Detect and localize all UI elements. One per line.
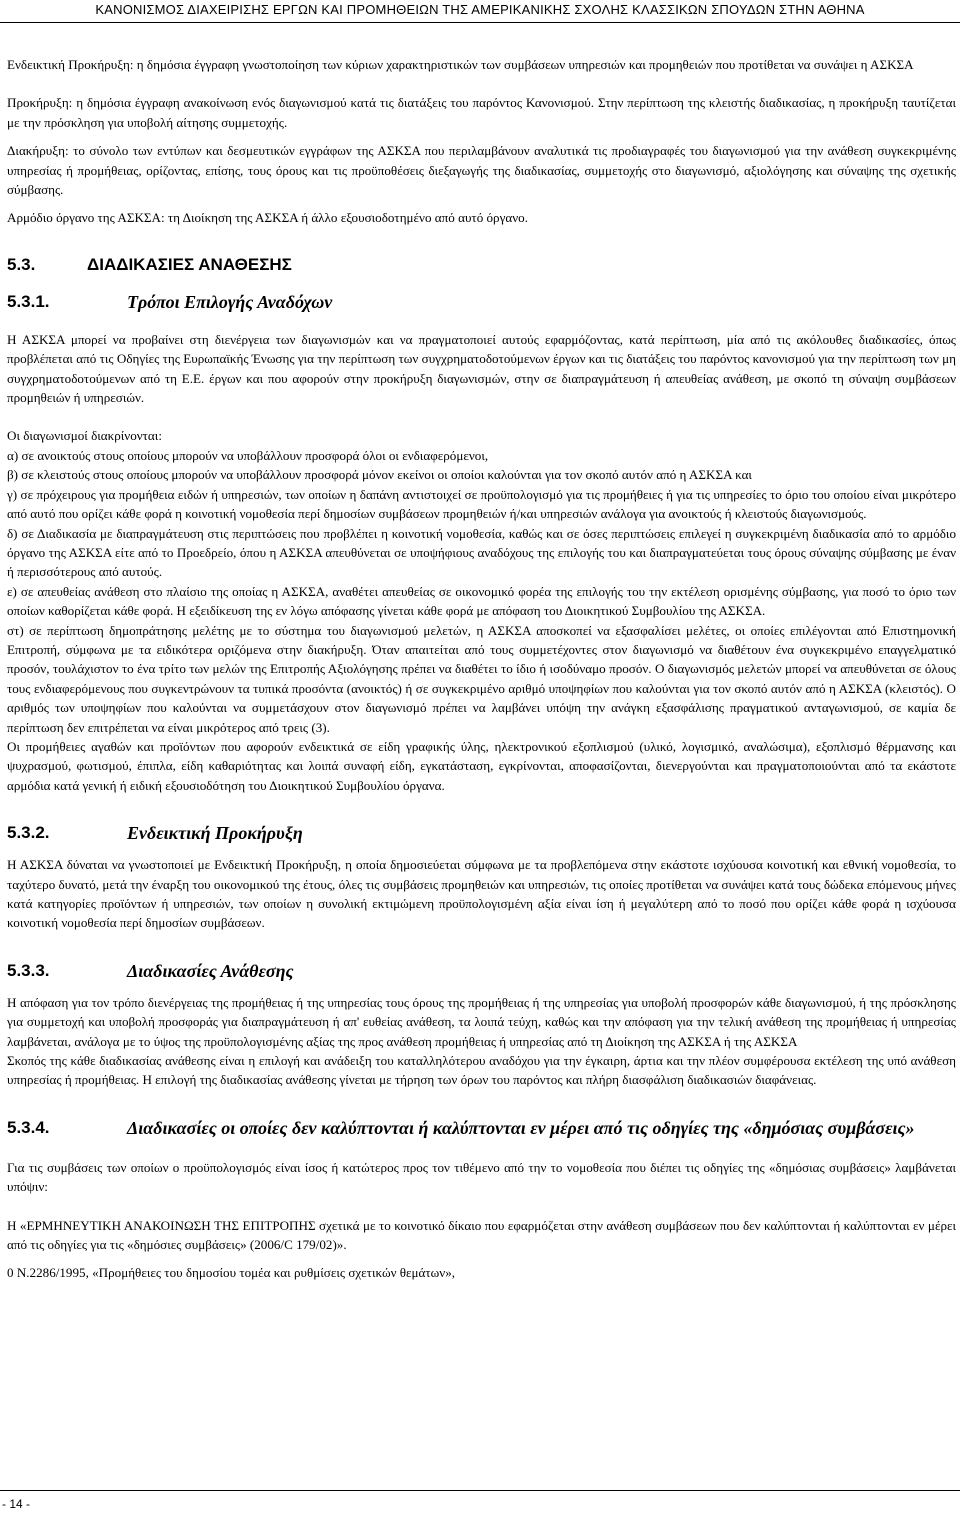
definition-indicative-notice: Ενδεικτική Προκήρυξη: η δημόσια έγγραφη γνωστοποίηση των κύριων χαρακτηριστικών των συμβάσεων υπηρεσιών και προμηθειών που προτίθεται να συνάψει η ΑΣΚΣΑ — [7, 57, 914, 72]
section-heading-5-3-2 — [7, 821, 956, 845]
list-item-b: β) σε κλειστούς στους οποίους μπορούν να υποβάλλουν προσφορά μόνον εκείνοι οι οποίοι καλούνται για τον σκοπό αυτόν από η ΑΣΚΣΑ και — [7, 467, 752, 483]
section-heading-5-3 — [7, 254, 956, 276]
section-number: 5.3.1. — [7, 291, 50, 311]
section-heading-5-3-3 — [7, 959, 956, 983]
definition-tender-declaration: Διακήρυξη: το σύνολο των εντύπων και δεσμευτικών εγγράφων της ΑΣΚΣΑ που περιλαμβάνουν αναλυτικά τις προδιαγραφές του διαγωνισμού για την ανάθεση συγκεκριμένης υπηρεσίας ή προμήθειας, ορίζοντας, επίσης, τους όρους και τις προϋποθέσεις διεξαγωγής της διαδικασίας, συμμετοχής στο διαγωνισμό, αξιολόγησης και σύναψης της σχετικής σύμβασης. — [7, 143, 956, 198]
list-item-c: γ) σε πρόχειρους για προμήθεια ειδών ή υπηρεσιών, των οποίων η δαπάνη αντιστοιχεί σε προϋπολογισμό για τις προμήθειες ή για τις υπηρεσίες το όριο του οποίου είναι μικρότερο από αυτό που ορίζει κάθε φορά η κοινοτική νομοθεσία περί δημοσίων συμβάσεων προμηθειών ή/και υπηρεσιών ανάλογα για ανοικτούς ή κλειστούς διαγωνισμούς. — [7, 486, 956, 522]
definition-competent-body: Αρμόδιο όργανο της ΑΣΚΣΑ: τη Διοίκηση της ΑΣΚΣΑ ή άλλο εξουσιοδοτημένο από αυτό όργανο. — [7, 210, 528, 226]
paragraph-body: Για τις συμβάσεις των οποίων ο προϋπολογισμός είναι ίσος ή κατώτερος προς τον τιθέμενο από την το νομοθεσία που διέπει τις οδηγίες της «δημόσιας συμβάσεις» λαμβάνεται υπόψιν: — [7, 1159, 956, 1195]
paragraph-body: 0 Ν.2286/1995, «Προμήθειες του δημοσίου τομέα και ρυθμίσεις σχετικών θεμάτων», — [7, 1265, 456, 1281]
section-number: 5.3. — [7, 254, 36, 274]
definition-notice: Προκήρυξη: η δημόσια έγγραφη ανακοίνωση ενός διαγωνισμού κατά τις διατάξεις του παρόντος Κανονισμού. Στην περίπτωση της κλειστής διαδικασίας, η προκήρυξη ταυτίζεται με την πρόσκληση για υποβολή αίτησης συμμετοχής. — [7, 95, 956, 130]
paragraph-intro: Η ΑΣΚΣΑ μπορεί να προβαίνει στη διενέργεια των διαγωνισμών και να πραγματοποιεί αυτούς εφαρμόζοντας, κατά περίπτωση, μία από τις ακόλουθες διαδικασίες, όπως προβλέπεται από τις Οδηγίες της Ευρωπαϊκής Ένωσης για την περίπτωση των συγχρηματοδοτούμενων έργων και τις διατάξεις του παρόντος κανονισμού για την περίπτωση των μη συγχρηματοδοτούμενων από τη Ε.Ε. έργων και που αφορούν στην προκήρυξη διαγωνισμών, στην σε διαπραγμάτευση ή απευθείας ανάθεση, με σκοπό τη σύναψη συμβάσεων προμηθειών ή υπηρεσιών. — [7, 331, 956, 406]
paragraph-closing: Οι προμήθειες αγαθών και προϊόντων που αφορούν ενδεικτικά σε είδη γραφικής ύλης, ηλεκτρονικού εξοπλισμού (υλικό, λογισμικό, αναλώσιμα), εξοπλισμό θέρμανσης και ψυχρασμού, φωτισμού, έπιπλα, είδη καθαριότητας και λοιπά συναφή είδη, εγκατάσταση, εγκρίνονται, αποφασίζονται, διενεργούνται και πραγματοποιούνται από τα εκάστοτε αρμόδια κατά γενική ή ειδική εξουσιοδότηση του Διοικητικού Συμβουλίου όργανα. — [7, 738, 956, 793]
list-item-a: α) σε ανοικτούς στους οποίους μπορούν να υποβάλλουν προσφορά όλοι οι ενδιαφερόμενοι, — [7, 447, 489, 463]
list-item-st: στ) σε περίπτωση δημοπράτησης μελέτης με το σύστημα του διαγωνισμού μελετών, η ΑΣΚΣΑ αποσκοπεί να εξασφαλίσει μελέτες, οι οποίες επιλέγονται από Επιστημονική Επιτροπή, σύμφωνα με τα ειδικότερα οριζόμενα στην διακήρυξη. Όταν απαιτείται από τους συμμετέχοντες στον διαγωνισμό να διαθέτουν ένα συγκεκριμένο επαγγελματικό προσόν, τουλάχιστον το ένα τρίτο των μελών της Επιτροπής Αξιολόγησης πρέπει να διαθέτει το ίδιο ή ισοδύναμο προσόν. Ο διαγωνισμός μελετών μπορεί να απευθύνεται σε όλους τους ενδιαφερόμενους που συγκεντρώνουν τα τυπικά προσόντα (ανοικτός) ή σε συγκεκριμένο αριθμό υποψηφίων που καλούνται για τον σκοπό αυτόν από η ΑΣΚΣΑ (κλειστός). Ο αριθμός των υποψηφίων που καλούνται να συμμετάσχουν στον διαγωνισμό πρέπει να λαμβάνει υπόψη την ανάγκη εξασφάλισης πραγματικού ανταγωνισμού, σε καμία δε περίπτωση δεν επιτρέπεται να είναι μικρότερος από τρεις (3). — [7, 622, 956, 735]
section-number: 5.3.4. — [7, 1117, 50, 1137]
document-body — [7, 55, 956, 1283]
section-heading-5-3-1 — [7, 290, 956, 314]
running-header — [0, 0, 960, 23]
section-number: 5.3.3. — [7, 960, 50, 980]
paragraph-body: Η «ΕΡΜΗΝΕΥΤΙΚΗ ΑΝΑΚΟΙΝΩΣΗ ΤΗΣ ΕΠΙΤΡΟΠΗΣ σχετικά με το κοινοτικό δίκαιο που εφαρμόζεται στην ανάθεση συμβάσεων που δεν καλύπτονται ή καλύπτονται εν μέρει από τις οδηγίες για τις «δημόσιες συμβάσεις» (2006/C 179/02)». — [7, 1217, 956, 1253]
section-number: 5.3.2. — [7, 823, 50, 843]
section-title: Ενδεικτική Προκήρυξη — [127, 823, 303, 844]
section-title: ΔΙΑΔΙΚΑΣΙΕΣ ΑΝΑΘΕΣΗΣ — [87, 254, 292, 274]
list-item-e: ε) σε απευθείας ανάθεση στο πλαίσιο της οποίας η ΑΣΚΣΑ, αναθέτει απευθείας σε οικονομικό φορέα της επιλογής του την εκτέλεση ορισμένης σύμβασης, για ποσό το όριο των οποίων καθορίζεται κάθε φορά. Η εξειδίκευση της εν λόγω απόφασης γίνεται κάθε φορά με απόφαση του Διοικητικού Συμβουλίου της ΑΣΚΣΑ. — [7, 583, 956, 619]
paragraph-body: Η ΑΣΚΣΑ δύναται να γνωστοποιεί με Ενδεικτική Προκήρυξη, η οποία δημοσιεύεται σύμφωνα με τα προβλεπόμενα στην εκάστοτε ισχύουσα κοινοτική και εθνική νομοθεσία, το ταχύτερο δυνατό, μετά την έναρξη του οικονομικού της έτους, όλες τις συμβάσεις προμηθειών και υπηρεσιών, τις οποίες προτίθεται να συνάψει κατά τους δώδεκα επόμενους μήνες κατά κατηγορίες προϊόντων ή υπηρεσιών, των οποίων η συνολική εκτιμώμενη προϋπολογισμένη αξία είναι ίση ή μεγαλύτερη από το ποσό που ορίζει κάθε φορά η ισχύουσα κοινοτική νομοθεσία περί δημοσίων συμβάσεων. — [7, 857, 956, 931]
page-number: - 14 - — [2, 1497, 31, 1511]
section-title: Διαδικασίες Ανάθεσης — [127, 960, 294, 981]
section-title: Διαδικασίες οι οποίες δεν καλύπτονται ή καλύπτονται εν μέρει από τις οδηγίες της «δημόσιας συμβάσεις» — [127, 1117, 915, 1138]
section-title: Τρόποι Επιλογής Αναδόχων — [127, 291, 333, 312]
section-heading-5-3-4 — [7, 1116, 956, 1140]
header-title: ΚΑΝΟΝΙΣΜΟΣ ΔΙΑΧΕΙΡΙΣΗΣ ΕΡΓΩΝ ΚΑΙ ΠΡΟΜΗΘΕΙΩΝ ΤΗΣ ΑΜΕΡΙΚΑΝΙΚΗΣ ΣΧΟΛΗΣ ΚΛΑΣΣΙΚΩΝ ΣΠΟΥΔΩΝ ΣΤΗΝ ΑΘΗΝΑ — [95, 2, 865, 17]
paragraph-body: Η απόφαση για τον τρόπο διενέργειας της προμήθειας ή της υπηρεσίας τους όρους της προμήθειας ή της υπηρεσίας για υποβολή προσφορών κάθε διαγωνισμού, ή της πρόσκλησης για συμμετοχή και υποβολή προσφοράς για διαπραγμάτευση ή απ' ευθείας ανάθεση, τα λοιπά τεύχη, καθώς και την απόφαση για την τελική ανάθεση της προμήθειας ή υπηρεσίας λαμβάνεται, ανάλογα με το ύψος της προϋπολογισμένης αξίας της προς ανάθεση προμήθειας ή υπηρεσίας από τη Διοίκηση της ΑΣΚΣΑ ή της ΑΣΚΣΑ — [7, 994, 956, 1049]
paragraph-lead: Οι διαγωνισμοί διακρίνονται: — [7, 428, 162, 444]
paragraph-body: Σκοπός της κάθε διαδικασίας ανάθεσης είναι η επιλογή και ανάδειξη του καταλληλότερου αναδόχου για την έγκαιρη, άρτια και την πλέον συμφέρουσα εκτέλεση της υπό ανάθεση υπηρεσίας ή προμήθειας. Η επιλογή της διαδικασίας ανάθεσης γίνεται με τήρηση των όρων του παρόντος και πλήρη διασφάλιση διαδικασιών διαφάνειας. — [7, 1053, 956, 1088]
list-item-d: δ) σε Διαδικασία με διαπραγμάτευση στις περιπτώσεις που προβλέπει η κοινοτική νομοθεσία, καθώς και σε όσες περιπτώσεις επιλεγεί η συγκεκριμένη διαδικασία από το αρμόδιο όργανο της ΑΣΚΣΑ είτε από το Προεδρείο, όπου η ΑΣΚΣΑ απευθύνεται σε υποψήφιους αναδόχους της επιλογής του και διαπραγματεύεται τους όρους σύναψης σύμβασης με έναν ή περισσότερους από αυτούς. — [7, 525, 956, 580]
page-footer — [0, 1490, 960, 1513]
